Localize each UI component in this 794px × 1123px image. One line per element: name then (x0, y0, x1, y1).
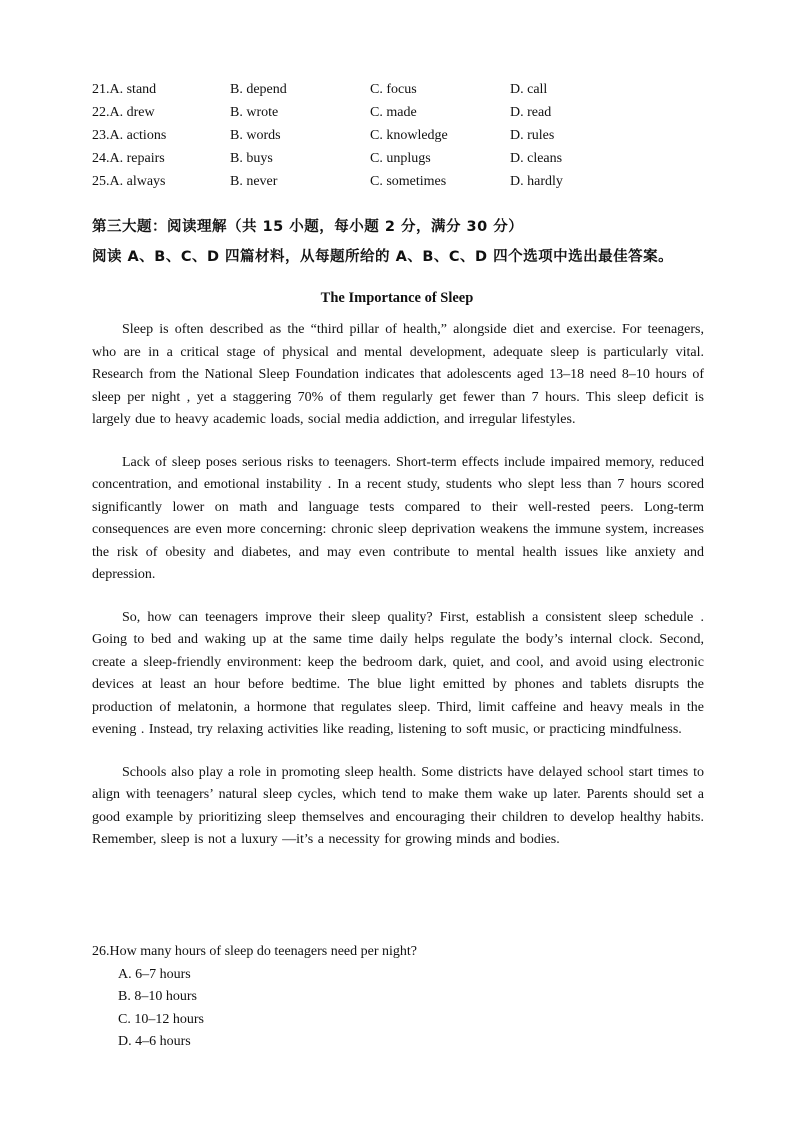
option-row (92, 173, 712, 196)
question-stem: 26.How many hours of sleep do teenagers need per night? (92, 944, 418, 959)
option-c: C. unplugs (370, 151, 431, 166)
option-d: D. hardly (510, 174, 563, 189)
cloze-options (92, 81, 712, 196)
choice-a: A. 6–7 hours (118, 966, 191, 982)
option-row (92, 81, 712, 104)
option-a: 22.A. drew (92, 105, 155, 120)
passage-paragraph: So, how can teenagers improve their sleep quality? First, establish a consistent sleep schedule . Going to bed and waking up at the same time daily helps regulate the body’s internal clock. Second, create a sleep-friendly environment: keep the bedroom dark, quiet, and cool, and avoid using electronic devices at least an hour before bedtime. The blue light emitted by phones and tablets disrupts the production of melatonin, a hormone that regulates sleep. Third, limit caffeine and heavy meals in the evening . Instead, try relaxing activities like reading, listening to soft music, or practicing mindfulness. (92, 609, 704, 737)
option-a: 24.A. repairs (92, 151, 165, 166)
option-a: 23.A. actions (92, 128, 167, 143)
option-row (92, 150, 712, 173)
choice-b: B. 8–10 hours (118, 989, 197, 1004)
option-a: 21.A. stand (92, 82, 157, 97)
choice-c: C. 10–12 hours (118, 1011, 204, 1027)
option-d: D. rules (510, 128, 555, 143)
passage-title: The Importance of Sleep (320, 290, 474, 306)
option-b: B. depend (230, 82, 287, 97)
option-c: C. knowledge (370, 128, 448, 143)
option-a: 25.A. always (92, 174, 166, 189)
option-c: C. focus (370, 82, 417, 97)
passage-paragraph: Sleep is often described as the “third pillar of health,” alongside diet and exercise. For teenagers, who are in a critical stage of physical and mental development, adequate sleep is particularly vital. Research from the National Sleep Foundation indicates that adolescents aged 13–18 need 8–10 hours of sleep per night , yet a staggering 70% of them regularly get fewer than 7 hours. This sleep deficit is largely due to heavy academic loads, social media addiction, and irregular lifestyles. (92, 322, 704, 427)
section-instruction: 阅读 A、B、C、D 四篇材料，从每题所给的 A、B、C、D 四个选项中选出最佳答案。 (92, 249, 674, 265)
question-26 (92, 941, 712, 1054)
option-d: D. read (510, 105, 552, 120)
option-b: B. never (230, 174, 278, 189)
option-c: C. made (370, 105, 417, 120)
option-c: C. sometimes (370, 174, 447, 189)
option-row (92, 104, 712, 127)
passage-paragraph: Schools also play a role in promoting sleep health. Some districts have delayed school start times to align with teenagers’ natural sleep cycles, which tend to make them wake up later. Parents should set a good example by prioritizing sleep themselves and encouraging their children to develop healthy habits. Remember, sleep is not a luxury —it’s a necessity for growing minds and bodies. (92, 764, 704, 847)
option-b: B. words (230, 128, 281, 143)
choice-d: D. 4–6 hours (118, 1034, 191, 1049)
option-b: B. buys (230, 151, 273, 166)
section-title: 第三大题：阅读理解（共 15 小题，每小题 2 分，满分 30 分） (92, 219, 524, 235)
option-d: D. cleans (510, 151, 563, 166)
option-d: D. call (510, 82, 548, 97)
option-b: B. wrote (230, 105, 279, 120)
passage-body (92, 319, 704, 872)
passage-paragraph: Lack of sleep poses serious risks to teenagers. Short-term effects include impaired memory, reduced concentration, and emotional instability . In a recent study, students who slept less than 7 hours scored significantly lower on math and language tests compared to their well-rested peers. Long-term consequences are even more concerning: chronic sleep deprivation weakens the immune system, increases the risk of obesity and diabetes, and may even contribute to mental health issues like anxiety and depression. (92, 454, 704, 582)
option-row (92, 127, 712, 150)
